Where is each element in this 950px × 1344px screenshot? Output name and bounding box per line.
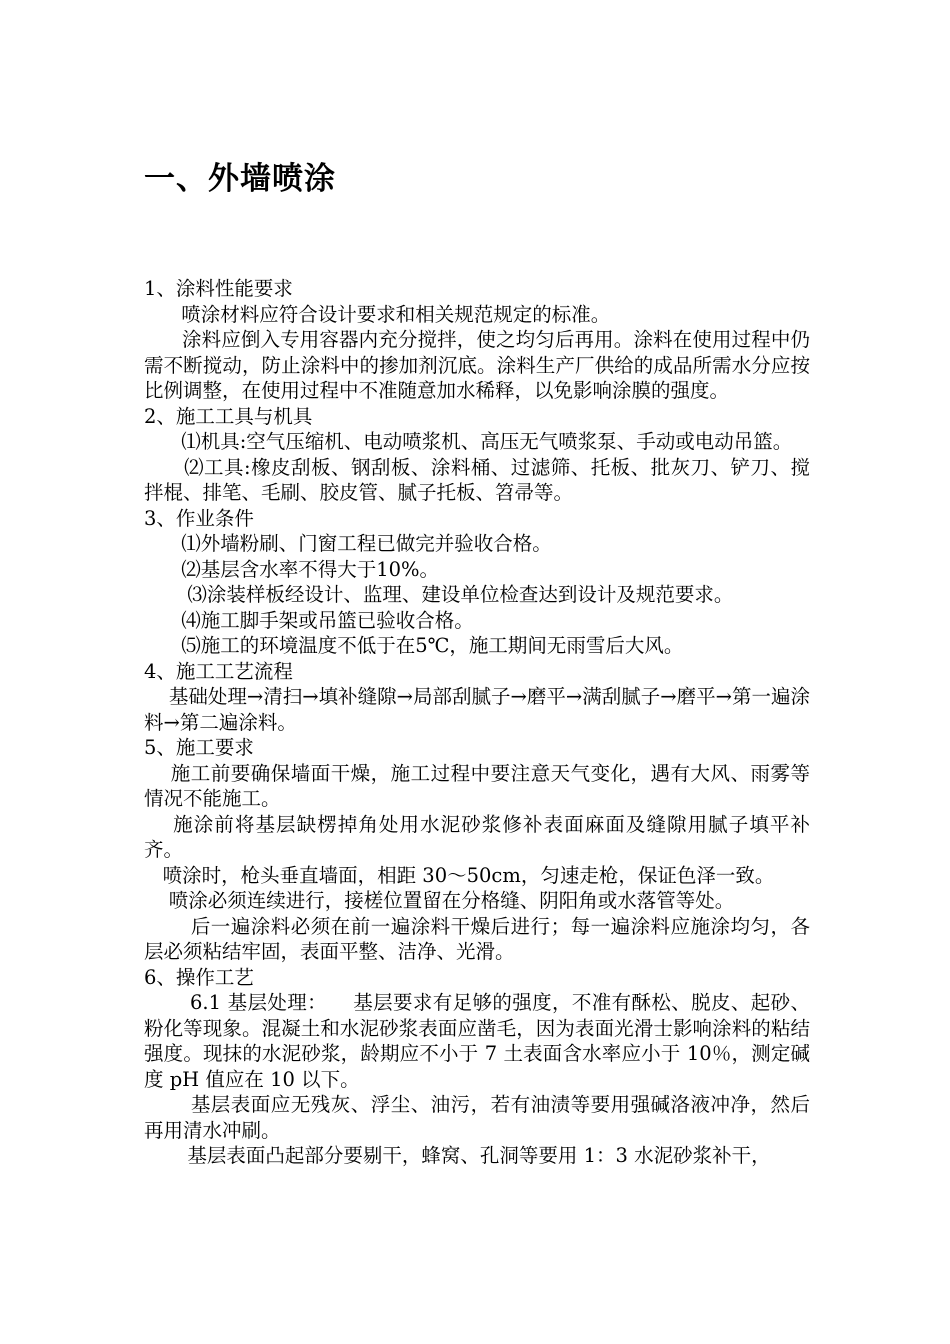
paragraph: 6.1 基层处理： 基层要求有足够的强度，不准有酥松、脱皮、起砂、粉化等现象。混凝土和水泥砂浆表面应凿毛，因为表面光滑士影响涂料的粘结强度。现抹的水泥砂浆，龄期应不小于 7 土表面含水率应小于 10％，测定碱度 pH 值应在 10 以下。 — [144, 991, 810, 1091]
section-heading: 4、施工工艺流程 — [144, 659, 293, 683]
paragraph: 基层表面凸起部分要剔干，蜂窝、孔洞等要用 1：3 水泥砂浆补干， — [144, 1144, 771, 1167]
section-heading: 2、施工工具与机具 — [144, 404, 313, 428]
paragraph: 后一遍涂料必须在前一遍涂料干燥后进行；每一遍涂料应施涂均匀，各层必须粘结牢固，表面平整、洁净、光滑。 — [144, 914, 810, 963]
section-heading: 5、施工要求 — [144, 736, 254, 759]
list-item: ⑴外墙粉刷、门窗工程已做完并验收合格。 — [144, 532, 552, 555]
paragraph: 施涂前将基层缺楞掉角处用水泥砂浆修补表面麻面及缝隙用腻子填平补齐。 — [144, 812, 810, 861]
paragraph: 喷涂材料应符合设计要求和相关规范规定的标准。 — [144, 302, 611, 326]
list-item: ⑶涂装样板经设计、监理、建设单位检查达到设计及规范要求。 — [144, 583, 734, 606]
list-item: ⑵工具:橡皮刮板、钢刮板、涂料桶、过滤筛、托板、批灰刀、铲刀、搅拌棍、排笔、毛刷、胶皮管、腻子托板、笤帚等。 — [144, 455, 810, 504]
paragraph: 基层表面应无残灰、浮尘、油污，若有油渍等要用强碱洛液冲净，然后再用清水冲刷。 — [144, 1093, 810, 1142]
paragraph: 基础处理→清扫→填补缝隙→局部刮腻子→磨平→满刮腻子→磨平→第一遍涂料→第二遍涂料。 — [144, 685, 811, 734]
paragraph: 喷涂时，枪头垂直墙面，相距 30～50cm，匀速走枪，保证色泽一致。 — [144, 863, 775, 887]
document-body — [144, 276, 810, 1169]
list-item: ⑵基层含水率不得大于10%。 — [144, 557, 440, 581]
paragraph: 涂料应倒入专用容器内充分搅拌，使之均匀后再用。涂料在使用过程中仍需不断搅动，防止涂料中的掺加剂沉底。涂料生产厂供给的成品所需水分应按比例调整，在使用过程中不准随意加水稀释，以免影响涂膜的强度。 — [144, 328, 810, 402]
list-item: ⑸施工的环境温度不低于在5℃，施工期间无雨雪后大风。 — [144, 634, 684, 657]
document-title: 一、外墙喷涂 — [144, 161, 336, 197]
section-heading: 1、涂料性能要求 — [144, 277, 293, 300]
paragraph: 喷涂必须连续进行，接槎位置留在分格缝、阴阳角或水落管等处。 — [144, 889, 735, 912]
paragraph: 施工前要确保墙面干燥，施工过程中要注意天气变化，遇有大风、雨雾等情况不能施工。 — [144, 761, 810, 810]
section-heading: 6、操作工艺 — [144, 965, 254, 989]
list-item: ⑷施工脚手架或吊篮已验收合格。 — [144, 608, 474, 632]
section-heading: 3、作业条件 — [144, 506, 254, 530]
list-item: ⑴机具:空气压缩机、电动喷浆机、高压无气喷浆泵、手动或电动吊篮。 — [144, 430, 793, 453]
